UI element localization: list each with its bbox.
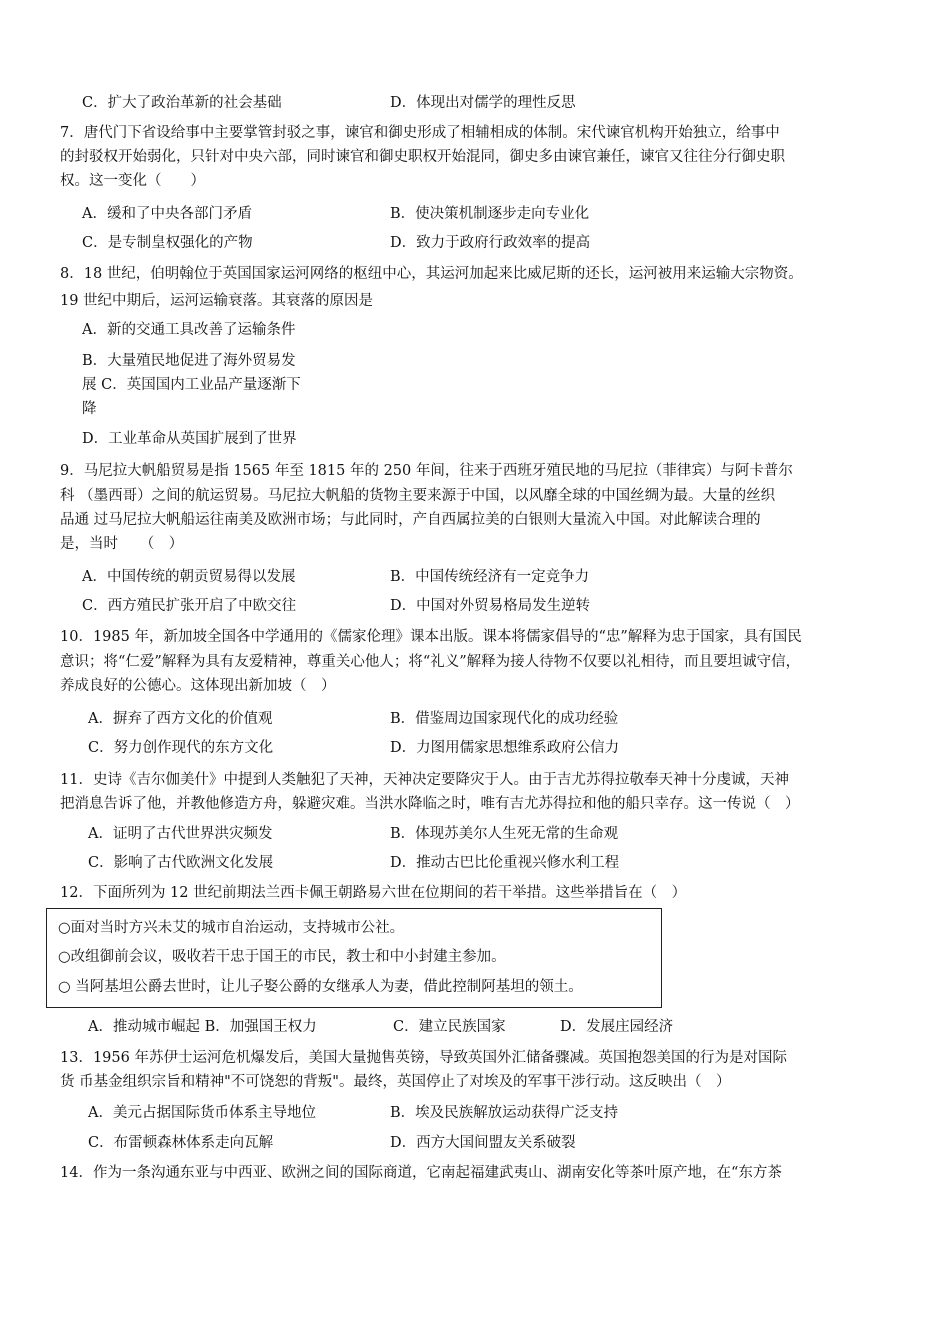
q7-option-a: A．缓和了中央各部门矛盾 bbox=[82, 206, 252, 222]
q10-option-b: B．借鉴周边国家现代化的成功经验 bbox=[390, 711, 619, 727]
q8-option-a: A．新的交通工具改善了运输条件 bbox=[82, 322, 296, 338]
q11-option-d: D．推动古巴比伦重视兴修水利工程 bbox=[390, 855, 620, 871]
q7-stem-line-3: 权。这一变化（ ） bbox=[60, 173, 205, 189]
q12-option-c: C．建立民族国家 bbox=[393, 1019, 506, 1035]
q8-option-d: D．工业革命从英国扩展到了世界 bbox=[82, 431, 297, 447]
q11-option-c: C．影响了古代欧洲文化发展 bbox=[88, 855, 274, 871]
q10-option-d: D．力图用儒家思想维系政府公信力 bbox=[390, 740, 620, 756]
q13-stem-line-2: 货 币基金组织宗旨和精神"不可饶恕的背叛"。最终，英国停止了对埃及的军事干涉行动。这反映出（ ） bbox=[60, 1074, 731, 1090]
q12-measure-1: ○面对当时方兴未艾的城市自治运动，支持城市公社。 bbox=[58, 920, 405, 936]
q13-option-c: C．布雷顿森林体系走向瓦解 bbox=[88, 1135, 274, 1151]
q10-option-a: A．摒弃了西方文化的价值观 bbox=[88, 711, 273, 727]
q12-measure-3: ○ 当阿基坦公爵去世时，让儿子娶公爵的女继承人为妻，借此控制阿基坦的领土。 bbox=[58, 979, 583, 995]
q10-stem-line-3: 养成良好的公德心。这体现出新加坡（ ） bbox=[60, 678, 336, 694]
q12-option-a-b: A．推动城市崛起 B．加强国王权力 bbox=[88, 1019, 317, 1035]
q8-option-b-line-2: 展 C．英国国内工业品产量逐渐下 bbox=[82, 377, 301, 393]
q7-stem-line-2: 的封驳权开始弱化，只针对中央六部，同时谏官和御史职权开始混同，御史多由谏官兼任，谏官又往往分行御史职 bbox=[60, 149, 785, 165]
q8-option-b-line-3: 降 bbox=[82, 401, 97, 417]
q14-stem-line-1: 14．作为一条沟通东亚与中西亚、欧洲之间的国际商道，它南起福建武夷山、湖南安化等茶叶原产地，在“东方茶 bbox=[60, 1165, 782, 1181]
q12-measure-2: ○改组御前会议，吸收若干忠于国王的市民，教士和中小封建主参加。 bbox=[58, 949, 506, 965]
q11-option-a: A．证明了古代世界洪灾频发 bbox=[88, 826, 273, 842]
q12-option-d: D．发展庄园经济 bbox=[560, 1019, 674, 1035]
q13-option-b: B．埃及民族解放运动获得广泛支持 bbox=[390, 1105, 619, 1121]
q11-stem-line-1: 11．史诗《吉尔伽美什》中提到人类触犯了天神，天神决定要降灾于人。由于吉尤苏得拉敬奉天神十分虔诚，天神 bbox=[60, 772, 789, 788]
q10-stem-line-1: 10．1985 年，新加坡全国各中学通用的《儒家伦理》课本出版。课本将儒家倡导的“忠”解释为忠于国家，具有国民 bbox=[60, 629, 802, 645]
q9-option-c: C．西方殖民扩张开启了中欧交往 bbox=[82, 598, 297, 614]
q10-option-c: C．努力创作现代的东方文化 bbox=[88, 740, 274, 756]
q10-stem-line-2: 意识；将“仁爱”解释为具有友爱精神，尊重关心他人；将“礼义”解释为接人待物不仅要以礼相待，而且要坦诚守信， bbox=[60, 654, 801, 670]
q7-option-c: C．是专制皇权强化的产物 bbox=[82, 235, 253, 251]
q9-option-b: B．中国传统经济有一定竞争力 bbox=[390, 569, 590, 585]
q11-stem-line-2: 把消息告诉了他，并教他修造方舟，躲避灾难。当洪水降临之时，唯有吉尤苏得拉和他的船只幸存。这一传说（ ） bbox=[60, 796, 800, 812]
q13-option-d: D．西方大国间盟友关系破裂 bbox=[390, 1135, 576, 1151]
q13-option-a: A．美元占据国际货币体系主导地位 bbox=[88, 1105, 316, 1121]
q9-stem-line-2: 科 （墨西哥）之间的航运贸易。马尼拉大帆船的货物主要来源于中国，以风靡全球的中国丝绸为最。大量的丝织 bbox=[60, 488, 776, 504]
q6-option-d: D．体现出对儒学的理性反思 bbox=[390, 95, 576, 111]
q8-stem-line-2: 19 世纪中期后，运河运输衰落。其衰落的原因是 bbox=[60, 293, 374, 309]
q9-stem-line-4: 是，当时 （ ） bbox=[60, 536, 184, 552]
q8-option-b-line-1: B．大量殖民地促进了海外贸易发 bbox=[82, 353, 296, 369]
q11-option-b: B．体现苏美尔人生死无常的生命观 bbox=[390, 826, 619, 842]
q7-stem-line-1: 7．唐代门下省设给事中主要掌管封驳之事，谏官和御史形成了相辅相成的体制。宋代谏官机构开始独立，给事中 bbox=[60, 125, 780, 141]
q9-stem-line-3: 品通 过马尼拉大帆船运往南美及欧洲市场；与此同时，产自西属拉美的白银则大量流入中国。对此解读合理的 bbox=[60, 512, 761, 528]
q9-option-d: D．中国对外贸易格局发生逆转 bbox=[390, 598, 591, 614]
q9-option-a: A．中国传统的朝贡贸易得以发展 bbox=[82, 569, 296, 585]
q12-stem: 12．下面所列为 12 世纪前期法兰西卡佩王朝路易六世在位期间的若干举措。这些举措旨在（ ） bbox=[60, 885, 687, 901]
q8-stem-line-1: 8．18 世纪，伯明翰位于英国国家运河网络的枢纽中心，其运河加起来比威尼斯的还长，运河被用来运输大宗物资。 bbox=[60, 266, 803, 282]
q7-option-b: B．使决策机制逐步走向专业化 bbox=[390, 206, 590, 222]
q6-option-c: C．扩大了政治革新的社会基础 bbox=[82, 95, 282, 111]
q9-stem-line-1: 9．马尼拉大帆船贸易是指 1565 年至 1815 年的 250 年间，往来于西班牙殖民地的马尼拉（菲律宾）与阿卡普尔 bbox=[60, 463, 793, 479]
q13-stem-line-1: 13．1956 年苏伊士运河危机爆发后，美国大量抛售英镑，导致英国外汇储备骤减。英国抱怨美国的行为是对国际 bbox=[60, 1050, 787, 1066]
q7-option-d: D．致力于政府行政效率的提高 bbox=[390, 235, 591, 251]
